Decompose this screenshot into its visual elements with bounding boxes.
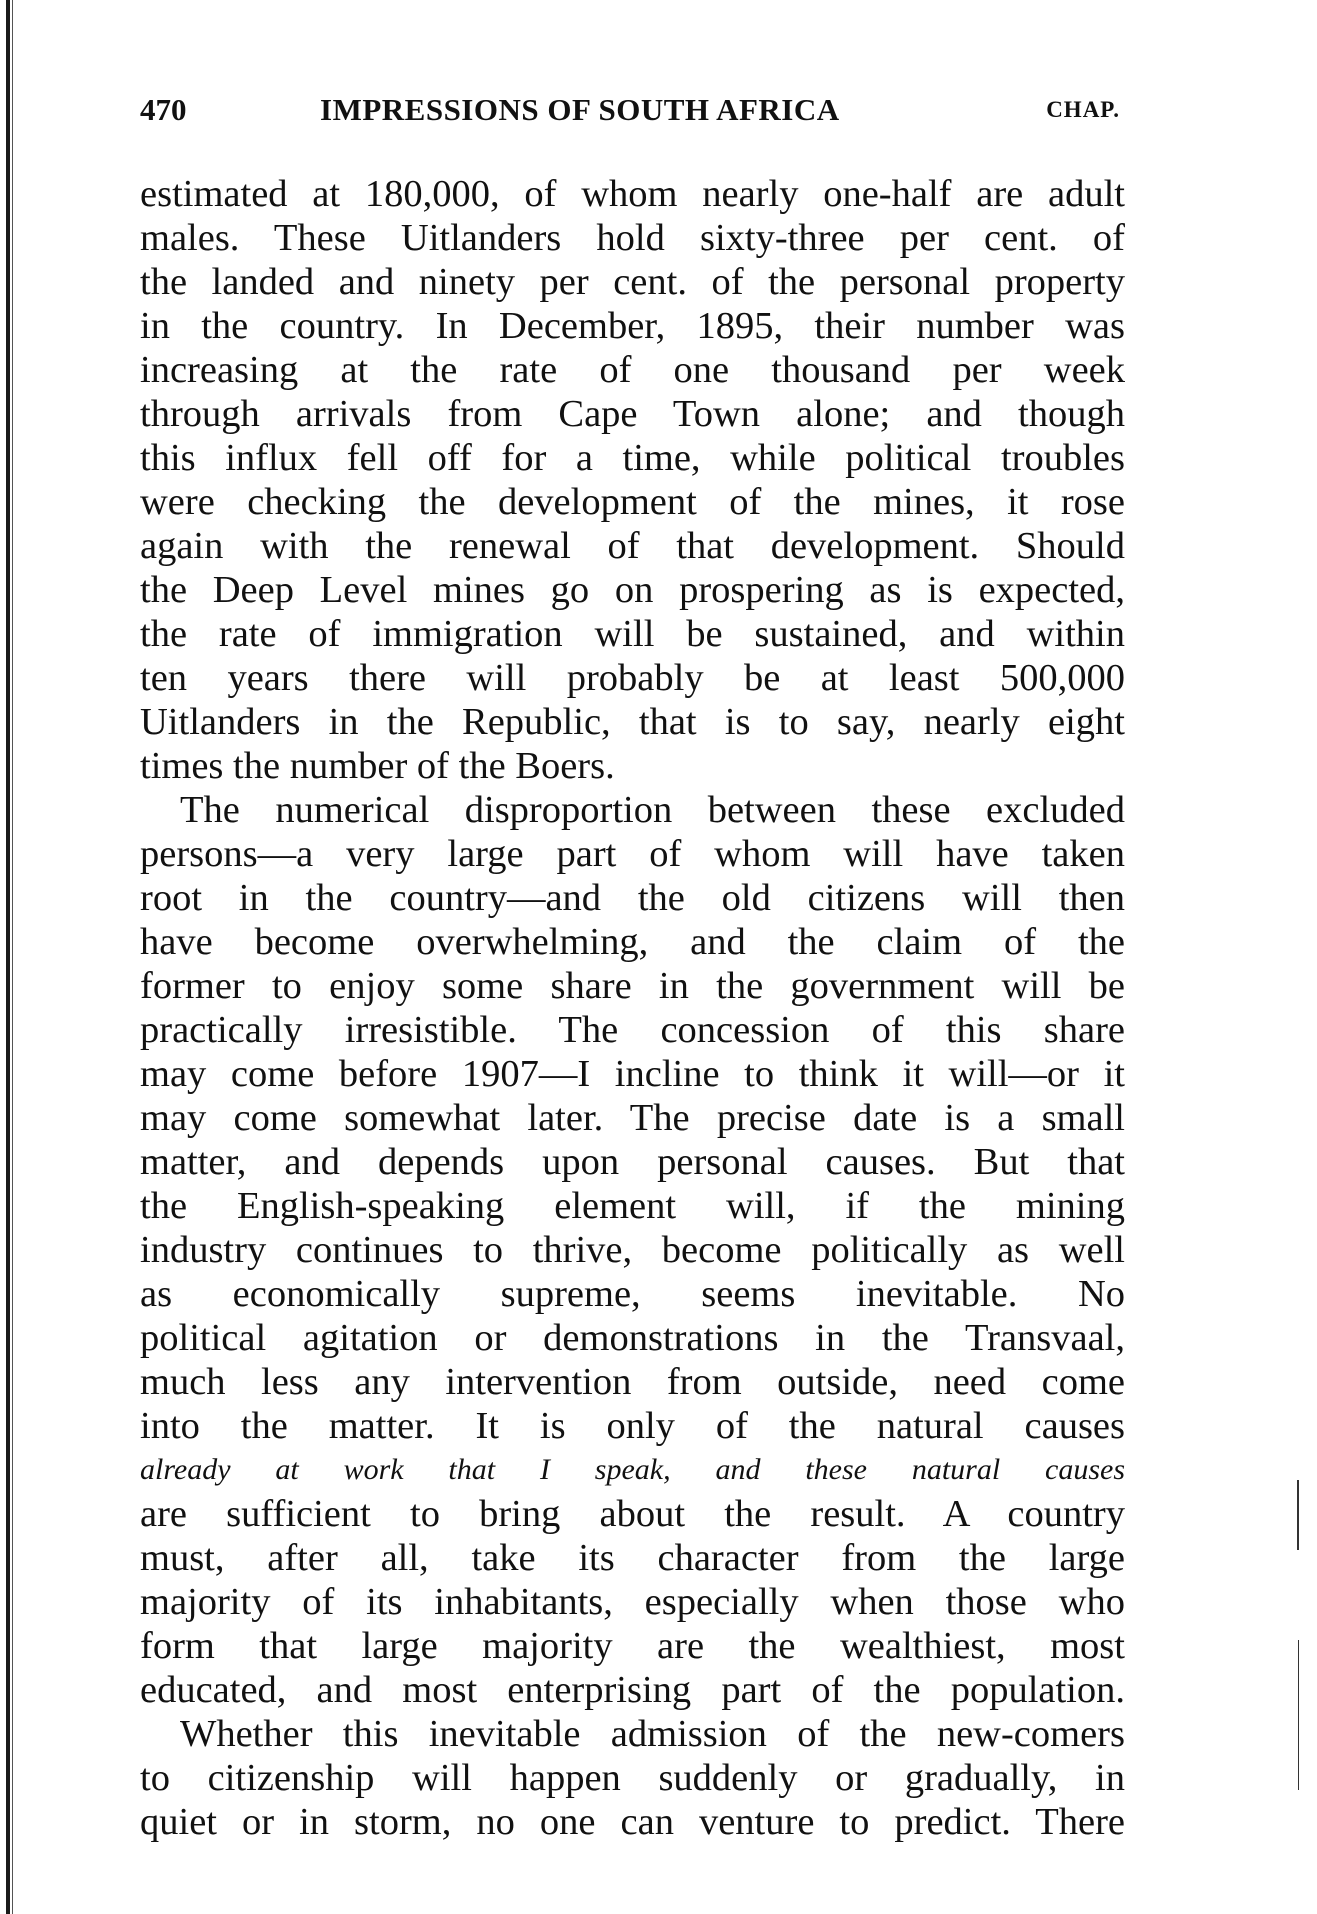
text-line: educated, and most enterprising part of the population. — [140, 1669, 1125, 1711]
text-line: to citizenship will happen suddenly or gradually, in — [140, 1757, 1125, 1799]
text-line: ten years there will probably be at least 500,000 — [140, 657, 1125, 699]
edge-mark — [1297, 1480, 1299, 1550]
text-line: increasing at the rate of one thousand per week — [140, 349, 1125, 391]
text-line: former to enjoy some share in the government will be — [140, 965, 1125, 1007]
text-line: persons—a very large part of whom will have taken — [140, 833, 1125, 875]
text-line: Uitlanders in the Republic, that is to say, nearly eight — [140, 701, 1125, 743]
text-line: industry continues to thrive, become politically as well — [140, 1229, 1125, 1271]
text-line: may come somewhat later. The precise date is a small — [140, 1097, 1125, 1139]
page-edge-rule — [6, 0, 10, 1914]
text-line: the landed and ninety per cent. of the personal property — [140, 261, 1125, 303]
page-number: 470 — [140, 92, 187, 127]
text-line: the Deep Level mines go on prospering as is expected, — [140, 569, 1125, 611]
edge-mark — [1298, 1640, 1299, 1790]
text-line: estimated at 180,000, of whom nearly one-half are adult — [140, 173, 1125, 215]
text-line: times the number of the Boers. — [140, 745, 615, 787]
text-line: Whether this inevitable admission of the new-comers — [180, 1713, 1125, 1755]
text-line: may come before 1907—I incline to think it will—or it — [140, 1053, 1125, 1095]
text-line: much less any intervention from outside, need come — [140, 1361, 1125, 1403]
text-line: practically irresistible. The concession of this share — [140, 1009, 1125, 1051]
text-line: matter, and depends upon personal causes. But that — [140, 1141, 1125, 1183]
text-line: through arrivals from Cape Town alone; and though — [140, 393, 1125, 435]
text-line: again with the renewal of that development. Should — [140, 525, 1125, 567]
text-line: this influx fell off for a time, while political troubles — [140, 437, 1125, 479]
text-line: the English-speaking element will, if the mining — [140, 1185, 1125, 1227]
body-text — [140, 172, 1125, 1844]
text-line: form that large majority are the wealthiest, most — [140, 1625, 1125, 1667]
text-line: in the country. In December, 1895, their number was — [140, 305, 1125, 347]
text-line: root in the country—and the old citizens will then — [140, 877, 1125, 919]
page-edge-rule-thin — [12, 0, 13, 1914]
text-line: into the matter. It is only of the natural causes — [140, 1405, 1125, 1447]
text-line: as economically supreme, seems inevitable. No — [140, 1273, 1125, 1315]
text-line: the rate of immigration will be sustained, and within — [140, 613, 1125, 655]
running-header — [140, 92, 1120, 142]
chapter-label: CHAP. — [1046, 97, 1120, 122]
text-line: must, after all, take its character from the large — [140, 1537, 1125, 1579]
text-line: were checking the development of the mines, it rose — [140, 481, 1125, 523]
running-title: IMPRESSIONS OF SOUTH AFRICA — [320, 92, 840, 127]
text-line: The numerical disproportion between these excluded — [180, 789, 1125, 831]
text-line: are sufficient to bring about the result. A country — [140, 1493, 1125, 1535]
text-line: have become overwhelming, and the claim of the — [140, 921, 1125, 963]
text-line: already at work that I speak, and these natural causes — [140, 1453, 1125, 1486]
text-line: quiet or in storm, no one can venture to predict. There — [140, 1801, 1125, 1843]
text-line: political agitation or demonstrations in the Transvaal, — [140, 1317, 1125, 1359]
text-line: majority of its inhabitants, especially when those who — [140, 1581, 1125, 1623]
text-line: males. These Uitlanders hold sixty-three per cent. of — [140, 217, 1125, 259]
